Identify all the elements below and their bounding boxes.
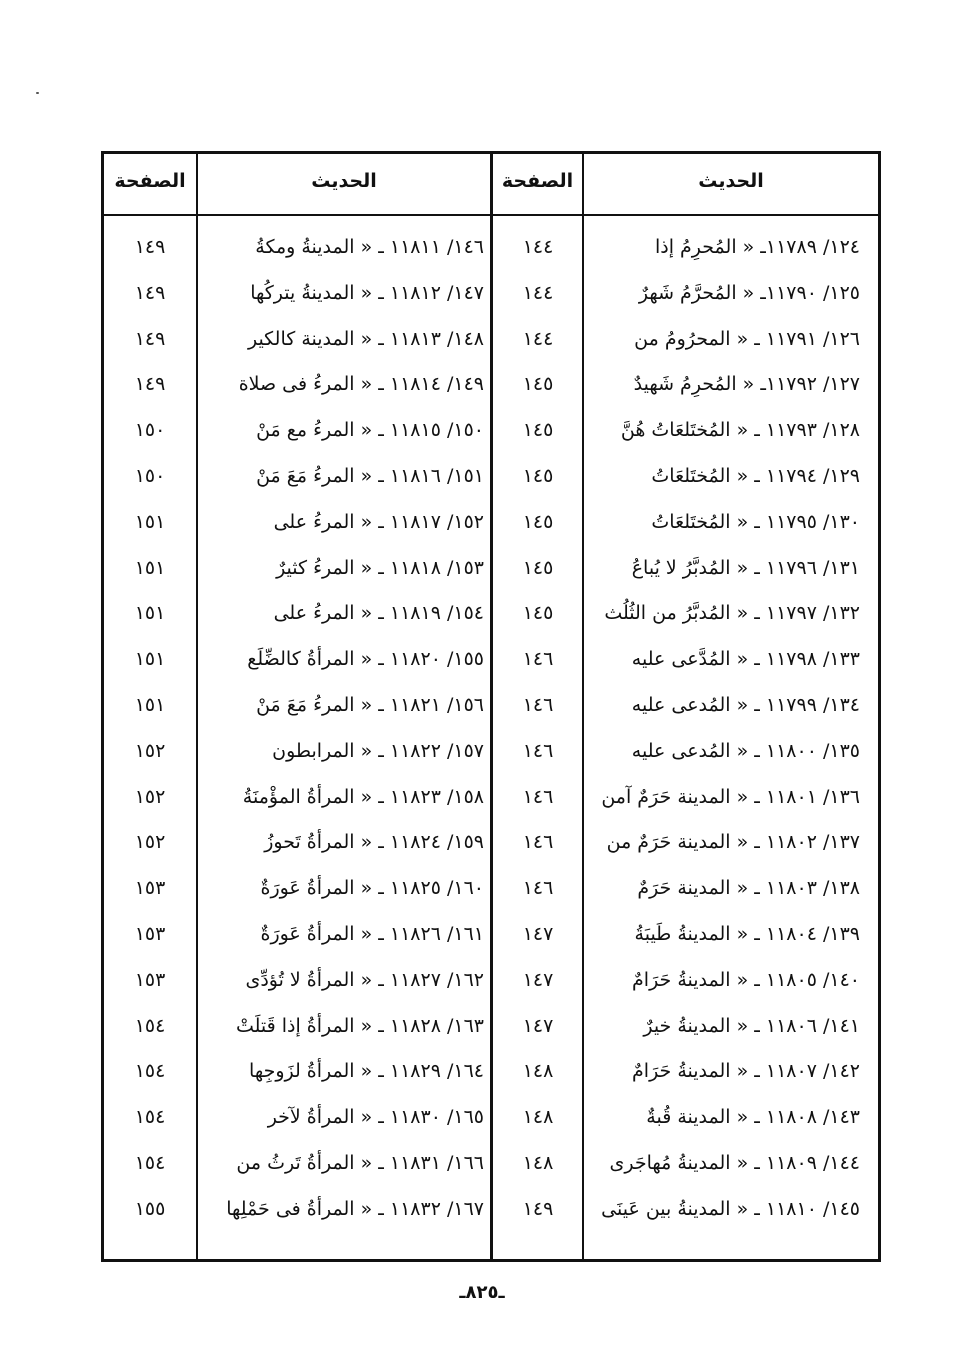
right-hadith-cell: ١٢٧/ ١١٧٩٢ـ « المُحرِمُ شَهيدٌ (633, 373, 860, 396)
table-row (104, 316, 878, 362)
table-row (104, 728, 878, 774)
left-page-cell: ١٥٤ (134, 1060, 166, 1083)
table-row (104, 774, 878, 820)
right-page-cell: ١٤٦ (522, 739, 554, 762)
left-hadith-cell: ١٤٧/ ١١٨١٢ ـ « المدينةُ يتركُها (250, 281, 484, 304)
left-page-cell: ١٤٩ (134, 327, 166, 350)
table-row (104, 682, 878, 728)
table-row (104, 865, 878, 911)
right-hadith-cell: ١٤٠/ ١١٨٠٥ ـ « المدينةُ حَرَامٌ (632, 968, 860, 991)
left-page-cell: ١٤٩ (134, 373, 166, 396)
left-hadith-cell: ١٥٧/ ١١٨٢٢ ـ « المرابطون (272, 739, 484, 762)
right-page-cell: ١٤٨ (522, 1152, 554, 1174)
table-row (104, 407, 878, 453)
right-page-cell: ١٤٧ (522, 1014, 554, 1037)
table-row (104, 545, 878, 591)
left-hadith-cell: ١٥٣/ ١١٨١٨ ـ « المرءُ كثيرٌ (276, 556, 484, 579)
right-hadith-cell: ١٣٥/ ١١٨٠٠ ـ « المُدعى عليه (631, 739, 860, 762)
left-hadith-cell: ١٥٦/ ١١٨٢١ ـ « المرءُ مَعَ مَنْ (256, 694, 484, 716)
right-page-header: الصفحة (501, 170, 574, 192)
right-hadith-cell: ١٣٠/ ١١٧٩٥ ـ « المُختَلعَاتُ (651, 510, 860, 533)
right-hadith-cell: ١٤١/ ١١٨٠٦ ـ « المدينةُ خيرٌ (643, 1014, 860, 1037)
right-hadith-cell: ١٢٥/ ١١٧٩٠ـ « المُحرَّمُ شَهرٌ (638, 281, 860, 304)
right-page-cell: ١٤٥ (522, 602, 554, 625)
table-row (104, 911, 878, 957)
left-page-cell: ١٥١ (134, 510, 166, 533)
right-page-cell: ١٤٦ (522, 694, 554, 716)
left-hadith-cell: ١٤٦/ ١١٨١١ ـ « المدينةُ ومكةُ (255, 236, 484, 258)
right-page-cell: ١٤٩ (522, 1197, 554, 1220)
right-hadith-cell: ١٣٩/ ١١٨٠٤ ـ « المدينةُ طَيبَةُ (634, 923, 860, 945)
left-page-cell: ١٥٢ (134, 785, 166, 808)
left-hadith-cell: ١٥٤/ ١١٨١٩ ـ « المرءُ على (273, 602, 484, 625)
right-hadith-cell: ١٣٨/ ١١٨٠٣ ـ « المدينة حَرَمٌ (637, 877, 860, 900)
table-row (104, 819, 878, 865)
table-row (104, 1094, 878, 1140)
right-hadith-cell: ١٤٣/ ١١٨٠٨ ـ « المدينة قُبةٌ (646, 1106, 860, 1129)
left-page-cell: ١٥٣ (134, 877, 166, 900)
table-row (104, 590, 878, 636)
right-hadith-cell: ١٣٦/ ١١٨٠١ ـ « المدينة حَرَمٌ آمن (601, 785, 860, 808)
table-row (104, 1186, 878, 1232)
right-hadith-cell: ١٢٦/ ١١٧٩١ ـ « المحرُومُ من (634, 327, 860, 350)
table-row (104, 270, 878, 316)
right-hadith-cell: ١٤٢/ ١١٨٠٧ ـ « المدينةُ حَرَامٌ (632, 1060, 860, 1083)
left-page-cell: ١٤٩ (134, 281, 166, 304)
table-row (104, 224, 878, 270)
right-hadith-cell: ١٢٩/ ١١٧٩٤ ـ « المُختَلعَاتُ (651, 465, 860, 487)
right-hadith-cell: ١٤٥/ ١١٨١٠ ـ « المدينةُ بين عَينَى (601, 1197, 860, 1220)
left-page-cell: ١٥٢ (134, 739, 166, 762)
table-row (104, 957, 878, 1003)
left-page-cell: ١٥٤ (134, 1106, 166, 1129)
scan-speck (36, 92, 39, 94)
left-hadith-header: الحديث (311, 170, 377, 192)
right-page-cell: ١٤٦ (522, 785, 554, 808)
right-page-cell: ١٤٤ (522, 236, 554, 258)
right-page-cell: ١٤٨ (522, 1060, 554, 1083)
left-hadith-cell: ١٥٠/ ١١٨١٥ ـ « المرءُ مع مَنْ (256, 419, 484, 442)
right-page-cell: ١٤٥ (522, 556, 554, 579)
right-page-cell: ١٤٦ (522, 648, 554, 671)
right-hadith-cell: ١٢٨/ ١١٧٩٣ ـ « المُختَلعَاتُ هُنَّ (620, 419, 860, 442)
left-hadith-cell: ١٥١/ ١١٨١٦ ـ « المرءُ مَعَ مَنْ (256, 465, 484, 487)
table-row (104, 636, 878, 682)
right-page-cell: ١٤٦ (522, 877, 554, 900)
left-page-cell: ١٥٣ (134, 968, 166, 991)
right-page-cell: ١٤٥ (522, 419, 554, 442)
left-page-cell: ١٥٠ (134, 465, 166, 487)
left-page-header: الصفحة (114, 170, 186, 192)
left-page-cell: ١٥١ (134, 648, 166, 671)
left-hadith-cell: ١٦١/ ١١٨٢٦ ـ « المرأةُ عَورَةٌ (260, 923, 484, 945)
right-page-cell: ١٤٤ (522, 281, 554, 304)
right-hadith-cell: ١٣٣/ ١١٧٩٨ ـ « المُدَّعى عليه (631, 648, 860, 671)
left-page-cell: ١٥١ (134, 602, 166, 625)
left-hadith-cell: ١٦٦/ ١١٨٣١ ـ « المرأةُ تَرثُ من (236, 1152, 484, 1174)
left-hadith-cell: ١٦٠/ ١١٨٢٥ ـ « المرأةُ عَورَةٌ (260, 877, 484, 900)
index-table (101, 151, 881, 1262)
left-page-cell: ١٥٥ (134, 1197, 166, 1220)
left-page-cell: ١٥٢ (134, 831, 166, 854)
left-page-cell: ١٥٤ (134, 1014, 166, 1037)
left-hadith-cell: ١٦٤/ ١١٨٢٩ ـ « المرأةُ لزَوجِها (249, 1060, 484, 1083)
right-hadith-cell: ١٣١/ ١١٧٩٦ ـ « المُدبَّرُ لا يُباعُ (631, 556, 860, 579)
right-page-cell: ١٤٧ (522, 923, 554, 945)
table-row (104, 453, 878, 499)
right-page-cell: ١٤٥ (522, 465, 554, 487)
header-rule (104, 214, 878, 216)
left-hadith-cell: ١٦٥/ ١١٨٣٠ ـ « المرأةُ لآخر (267, 1106, 484, 1129)
left-hadith-cell: ١٤٩/ ١١٨١٤ ـ « المرءُ فى صلاة (238, 373, 484, 396)
left-hadith-cell: ١٥٥/ ١١٨٢٠ ـ « المرأةُ كالضِّلَع (247, 648, 484, 671)
table-row (104, 1003, 878, 1049)
left-page-cell: ١٥٣ (134, 923, 166, 945)
table-row (104, 1048, 878, 1094)
left-hadith-cell: ١٥٢/ ١١٨١٧ ـ « المرءُ على (273, 510, 484, 533)
page-number: ـ٨٢٥ـ (459, 1282, 505, 1303)
left-hadith-cell: ١٦٧/ ١١٨٣٢ ـ « المرأةُ فى حَمْلِها (226, 1197, 484, 1220)
left-hadith-cell: ١٥٩/ ١١٨٢٤ ـ « المرأةُ تَحوزُ (264, 831, 484, 854)
right-hadith-cell: ١٢٤/ ١١٧٨٩ـ « المُحرِمُ إذا (654, 236, 860, 258)
right-page-cell: ١٤٧ (522, 968, 554, 991)
table-row (104, 499, 878, 545)
left-hadith-cell: ١٥٨/ ١١٨٢٣ ـ « المرأةُ المؤْمنَةُ (242, 785, 484, 808)
table-row (104, 1140, 878, 1186)
left-page-cell: ١٥١ (134, 694, 166, 716)
left-hadith-cell: ١٦٢/ ١١٨٢٧ ـ « المرأةُ لا تُؤدِّى (245, 968, 484, 991)
left-hadith-cell: ١٦٣/ ١١٨٢٨ ـ « المرأةُ إذا قَتلَتْ (235, 1014, 484, 1037)
right-page-cell: ١٤٨ (522, 1106, 554, 1129)
right-page-cell: ١٤٥ (522, 510, 554, 533)
left-page-cell: ١٥١ (134, 556, 166, 579)
left-page-cell: ١٤٩ (134, 236, 166, 258)
right-hadith-cell: ١٤٤/ ١١٨٠٩ ـ « المدينةُ مُهاجَرى (609, 1152, 860, 1174)
right-hadith-cell: ١٣٢/ ١١٧٩٧ ـ « المُدبَّرُ من الثُلُث (604, 602, 860, 625)
left-page-cell: ١٥٤ (134, 1152, 166, 1174)
right-hadith-cell: ١٣٤/ ١١٧٩٩ ـ « المُدعى عليه (631, 694, 860, 716)
right-hadith-header: الحديث (698, 170, 764, 192)
right-page-cell: ١٤٦ (522, 831, 554, 854)
table-row (104, 361, 878, 407)
left-page-cell: ١٥٠ (134, 419, 166, 442)
left-hadith-cell: ١٤٨/ ١١٨١٣ ـ « المدينة كالكير (247, 327, 484, 350)
right-page-cell: ١٤٤ (522, 327, 554, 350)
right-hadith-cell: ١٣٧/ ١١٨٠٢ ـ « المدينة حَرَمٌ من (606, 831, 860, 854)
right-page-cell: ١٤٥ (522, 373, 554, 396)
